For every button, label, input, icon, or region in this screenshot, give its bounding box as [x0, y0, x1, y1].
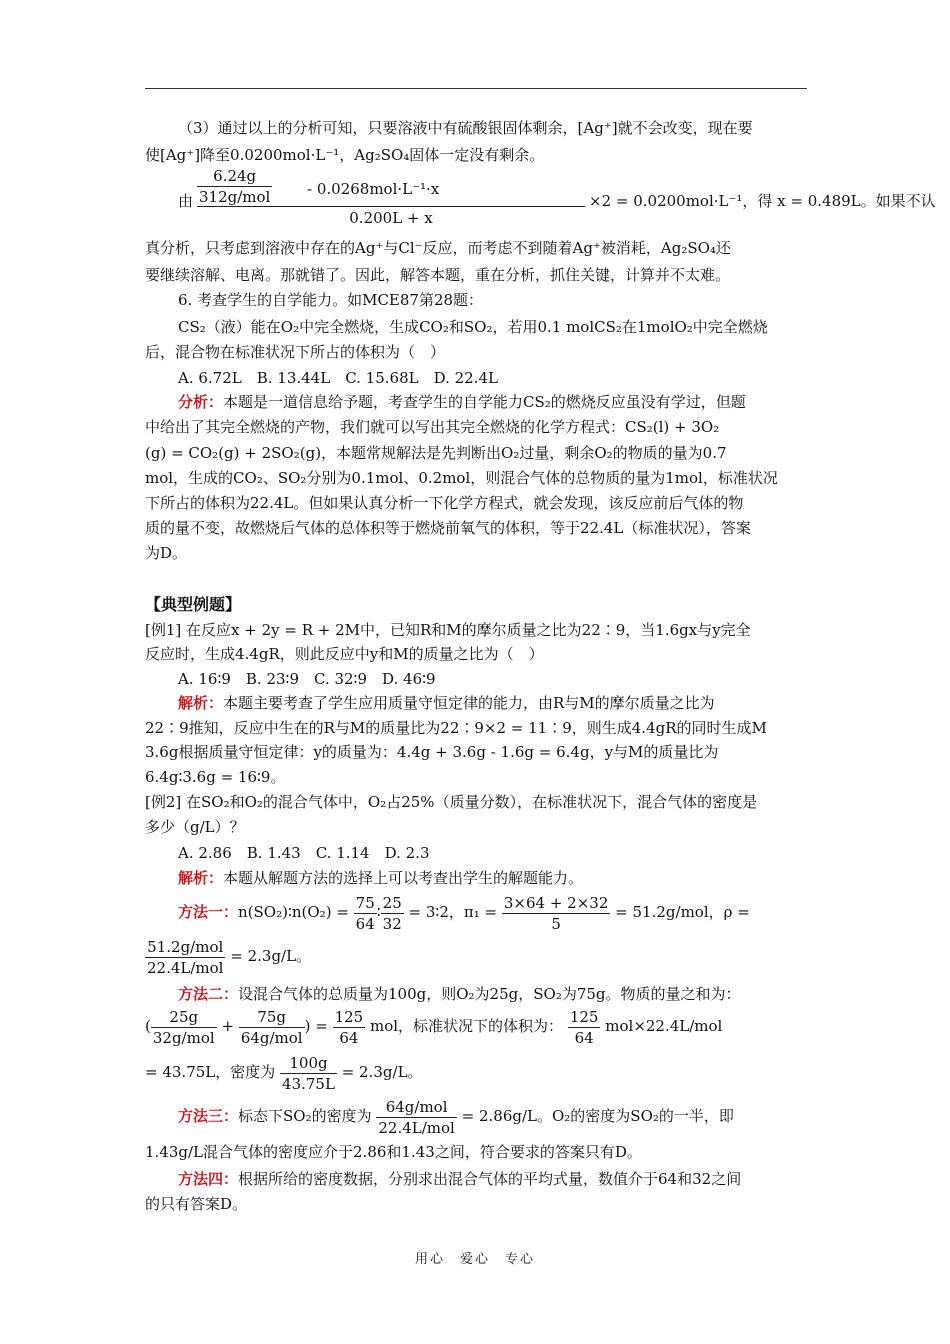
para-line: 真分析，只考虑到溶液中存在的Ag⁺与Cl⁻反应，而考虑不到随着Ag⁺被消耗，Ag₂SO₄还: [145, 239, 731, 257]
denominator: 64: [355, 914, 375, 933]
para-line: 6.4g∶3.6g = 16∶9。: [145, 768, 286, 786]
numerator: 25: [382, 893, 402, 912]
formula-text: n(SO₂)∶n(O₂) =: [238, 903, 349, 921]
formula-text: ∶: [376, 903, 381, 921]
method-two-formula: [145, 1002, 807, 1050]
denominator: 43.75L: [282, 1074, 335, 1093]
denominator: 22.4L/mol: [147, 958, 224, 977]
options-line: A. 6.72L B. 13.44L C. 15.68L D. 22.4L: [178, 369, 498, 387]
denominator: 64: [339, 1028, 359, 1047]
para-line: 多少（g/L）？: [145, 818, 245, 836]
numerator: 125: [334, 1007, 364, 1026]
para-line: 反应时，生成4.4gR，则此反应中y和M的质量之比为（ ）: [145, 645, 544, 663]
formula-text: 标态下SO₂的密度为: [238, 1107, 372, 1125]
section-heading: 【典型例题】: [145, 595, 242, 614]
formula-text: = 43.75L，密度为: [145, 1063, 276, 1081]
para-line: 22∶9推知，反应中生在的R与M的质量比为22∶9×2 = 11∶9，则生成4.4gR的同时生成M: [145, 719, 767, 737]
formula-text: mol×22.4L/mol: [605, 1017, 723, 1035]
para-text: 根据所给的密度数据，分别求出混合气体的平均式量，数值介于64和32之间: [238, 1170, 742, 1188]
solution-label: 解析：: [178, 694, 224, 712]
numerator-rest: - 0.0268mol·L⁻¹·x: [307, 180, 440, 198]
formula-text: ) =: [304, 1017, 328, 1035]
equation-line: [145, 167, 936, 230]
fraction: [376, 1097, 456, 1138]
fraction: [197, 166, 272, 207]
para-line: 要继续溶解、电离。那就错了。因此，解答本题，重在分析，抓住关键，计算并不太难。: [145, 266, 731, 284]
para-line: 后，混合物在标准状况下所占的体积为（ ）: [145, 343, 446, 361]
fraction: [354, 893, 377, 934]
para-line: 质的量不变，故燃烧后气体的总体积等于燃烧前氧气的体积，等于22.4L（标准状况），答案: [145, 519, 751, 537]
method-two-cont: [145, 1048, 807, 1096]
page-footer: 用心 爱心 专心: [414, 1252, 535, 1267]
para-line: CS₂（液）能在O₂中完全燃烧，生成CO₂和SO₂，若用0.1 molCS₂在1molO₂中完全燃烧: [178, 318, 768, 336]
numerator: 125: [569, 1007, 599, 1026]
big-fraction: [197, 167, 585, 229]
para-text: 本题主要考查了学生应用质量守恒定律的能力，由R与M的摩尔质量之比为: [223, 694, 715, 712]
denominator: 64g/mol: [240, 1028, 303, 1047]
denominator: 64: [574, 1028, 594, 1047]
formula-text: = 2.3g/L。: [230, 947, 312, 965]
fraction: [280, 1053, 337, 1094]
formula-text: = 2.3g/L。: [341, 1063, 423, 1081]
fraction: [502, 893, 611, 934]
fraction: [333, 1007, 366, 1048]
para-line: mol，生成的CO₂、SO₂分别为0.1mol、0.2mol，则混合气体的总物质的量为1mol，标准状况: [145, 469, 778, 487]
method-label: 方法四：: [178, 1170, 239, 1188]
denominator: 22.4L/mol: [378, 1118, 455, 1137]
formula-text: (: [145, 1017, 151, 1035]
para-line: [178, 391, 807, 413]
denominator: 312g/mol: [199, 188, 271, 206]
numerator: 51.2g/mol: [145, 937, 225, 958]
options-line: A. 2.86 B. 1.43 C. 1.14 D. 2.3: [178, 844, 430, 862]
numerator: 25g: [151, 1007, 217, 1028]
para-line: （3）通过以上的分析可知，只要溶液中有硫酸银固体剩余，[Ag⁺]就不会改变，现在要: [178, 119, 753, 137]
analysis-label: 分析：: [178, 393, 224, 411]
formula-text: +: [221, 1017, 235, 1035]
para-line: 使[Ag⁺]降至0.0200mol·L⁻¹，Ag₂SO₄固体一定没有剩余。: [145, 146, 545, 164]
fraction: [239, 1007, 305, 1048]
text-you: 由: [178, 192, 194, 210]
para-line: 的只有答案D。: [145, 1195, 248, 1213]
method-one-cont: [145, 932, 807, 980]
para-line: 1.43g/L混合气体的密度应介于2.86和1.43之间，符合要求的答案只有D。: [145, 1143, 642, 1161]
numerator: 75: [355, 893, 375, 912]
numerator: 64g/mol: [376, 1097, 456, 1118]
options-line: A. 16∶9 B. 23∶9 C. 32∶9 D. 46∶9: [178, 670, 436, 688]
para-line: [例2] 在SO₂和O₂的混合气体中，O₂占25%（质量分数），在标准状况下，混合气体的密度是: [145, 793, 758, 811]
fraction: [381, 893, 404, 934]
para-line: 为D。: [145, 544, 188, 562]
para-text: 本题是一道信息给予题，考查学生的自学能力CS₂的燃烧反应虽没有学过，但题: [223, 393, 746, 411]
method-label: 方法一：: [178, 903, 239, 921]
para-line: (g) = CO₂(g) + 2SO₂(g)，本题常规解法是先判断出O₂过量，剩余O₂的物质的量为0.7: [145, 444, 727, 462]
method-label: 方法三：: [178, 1107, 239, 1125]
numerator: 100g: [280, 1053, 337, 1074]
numerator: 75g: [239, 1007, 305, 1028]
para-line: 3.6g根据质量守恒定律：y的质量为：4.4g + 3.6g - 1.6g = 6.4g，y与M的质量比为: [145, 743, 719, 761]
header-rule: [145, 88, 807, 89]
method-label: 方法二：: [178, 985, 239, 1003]
fraction: [568, 1007, 601, 1048]
formula-text: = 51.2g/mol，ρ =: [615, 903, 750, 921]
formula-text: = 2.86g/L。O₂的密度为SO₂的一半，即: [461, 1107, 734, 1125]
numerator: 3×64 + 2×32: [503, 893, 609, 912]
equation-result: ×2 = 0.0200mol·L⁻¹，得 x = 0.489L。如果不认: [589, 192, 936, 210]
method-four-line: [178, 1168, 807, 1190]
denominator: 5: [551, 914, 561, 933]
formula-text: mol，标准状况下的体积为：: [370, 1017, 564, 1035]
fraction: [151, 1007, 217, 1048]
para-line: 中给出了其完全燃烧的产物，我们就可以写出其完全燃烧的化学方程式：CS₂(l) + 3O₂: [145, 418, 720, 436]
denominator: 32: [382, 914, 402, 933]
numerator: 6.24g: [197, 166, 272, 187]
para-text: 本题从解题方法的选择上可以考查出学生的解题能力。: [223, 869, 584, 887]
solution-label: 解析：: [178, 869, 224, 887]
method-three-line: [178, 1092, 807, 1140]
para-line: [178, 867, 807, 889]
fraction: [145, 937, 225, 978]
denominator: 32g/mol: [152, 1028, 215, 1047]
formula-text: = 3∶2，π₁ =: [408, 903, 498, 921]
denominator: 0.200L + x: [349, 209, 433, 227]
para-line: 下所占的体积为22.4L。但如果认真分析一下化学方程式，就会发现，该反应前后气体的物: [145, 494, 744, 512]
para-line: [178, 692, 807, 714]
para-line: [例1] 在反应x + 2y = R + 2M中，已知R和M的摩尔质量之比为22∶9，当1.6gx与y完全: [145, 621, 751, 639]
para-text: 设混合气体的总质量为100g，则O₂为25g，SO₂为75g。物质的量之和为：: [238, 985, 741, 1003]
para-line: 6. 考查学生的自学能力。如MCE87第28题：: [178, 291, 484, 309]
method-one-line: [178, 888, 807, 936]
